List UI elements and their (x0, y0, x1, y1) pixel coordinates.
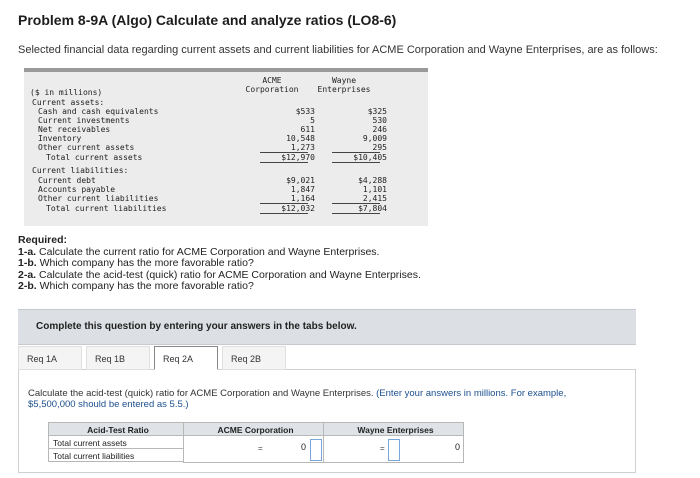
table-row-total (24, 204, 428, 213)
acme-ratio-input[interactable] (310, 439, 322, 461)
tab-req-1b[interactable]: Req 1B (86, 346, 150, 370)
table-row (24, 185, 428, 194)
row-label: Current liabilities: (32, 166, 129, 175)
required-tag: 2-a. (18, 268, 37, 281)
wayne-value: $10,405 (353, 153, 387, 162)
required-tag: 1-a. (18, 245, 37, 258)
required-section (18, 235, 421, 293)
acme-value: 1,847 (290, 185, 315, 194)
row-label: Current debt (38, 176, 96, 185)
table-header-band (24, 68, 428, 72)
wayne-ratio-input[interactable] (388, 439, 400, 461)
financial-data-table (24, 68, 428, 226)
prompt-text: Calculate the acid-test (quick) ratio for ACME Corporation and Wayne Enterprises. (28, 388, 374, 399)
wayne-header-line1: Wayne (331, 76, 357, 85)
prompt-note: (Enter your answers in millions. For example, $5,500,000 should be entered as 5.5.) (28, 388, 567, 410)
row-label: Inventory (38, 134, 82, 143)
wayne-value: $325 (367, 107, 387, 116)
row-label: Net receivables (38, 125, 111, 134)
row-label: Accounts payable (38, 185, 116, 194)
tab-req-2a[interactable]: Req 2A (154, 346, 218, 370)
required-item (18, 281, 421, 293)
tab-req-2b[interactable]: Req 2B (222, 346, 286, 370)
acme-header-line1: ACME (262, 76, 282, 85)
acme-value: 1,164 (290, 194, 315, 203)
acme-value: 10,548 (286, 134, 315, 143)
row-label: Total current liabilities (46, 204, 167, 213)
table-row (24, 194, 428, 203)
required-text: Which company has the more favorable ratio? (39, 257, 254, 269)
required-text: Calculate the acid-test (quick) ratio for ACME Corporation and Wayne Enterprises. (39, 268, 421, 281)
row-label: Other current assets (38, 143, 135, 152)
table-row (24, 107, 428, 116)
acme-header: ACME Corporation (183, 422, 324, 436)
wayne-column-header (312, 76, 376, 94)
wayne-value: 2,415 (362, 194, 387, 203)
required-text: Calculate the current ratio for ACME Corporation and Wayne Enterprises. (39, 245, 380, 258)
acme-column-header (240, 76, 304, 94)
wayne-value: 1,101 (362, 185, 387, 194)
table-row-total (24, 153, 428, 162)
wayne-ratio-cell (323, 435, 464, 463)
instruction-bar (18, 309, 636, 345)
wayne-header-line2: Enterprises (317, 85, 371, 94)
required-text: Which company has the more favorable ratio? (39, 280, 254, 292)
table-row (24, 134, 428, 143)
acme-value: 611 (300, 125, 315, 134)
equals-sign: = (380, 444, 385, 453)
wayne-value: 9,009 (362, 134, 387, 143)
table-row (24, 143, 428, 152)
row-label: Current investments (38, 116, 130, 125)
acme-value: $12,970 (281, 153, 315, 162)
row-label: Cash and cash equivalents (38, 107, 159, 116)
table-row (24, 125, 428, 134)
table-row (24, 116, 428, 125)
wayne-result-value: 0 (454, 442, 460, 452)
acme-result-value: 0 (300, 442, 306, 452)
problem-title: Problem 8-9A (Algo) Calculate and analyze ratios (LO8-6) (18, 12, 397, 28)
total-current-liabilities-label: Total current liabilities (48, 448, 184, 462)
wayne-value: 530 (372, 116, 387, 125)
intro-text: Selected financial data regarding current assets and current liabilities for ACME Corporation and Wayne Enterprises, are as follows: (18, 44, 658, 56)
table-row (24, 166, 428, 175)
answer-header-label: Acid-Test Ratio (48, 422, 184, 436)
acme-value: 5 (310, 116, 315, 125)
acme-header-line2: Corporation (245, 85, 299, 94)
unit-label: ($ in millions) (30, 88, 103, 97)
row-label: Other current liabilities (38, 194, 159, 203)
acme-ratio-cell (183, 435, 324, 463)
wayne-value: $7,804 (358, 204, 387, 213)
wayne-header: Wayne Enterprises (323, 422, 464, 436)
row-label: Current assets: (32, 98, 105, 107)
table-row (24, 176, 428, 185)
acme-value: $9,021 (286, 176, 315, 185)
total-current-assets-label: Total current assets (48, 435, 184, 449)
wayne-value: $4,288 (358, 176, 387, 185)
tab-req-1a[interactable]: Req 1A (18, 346, 82, 370)
wayne-value: 246 (372, 125, 387, 134)
acme-value: 1,273 (290, 143, 315, 152)
required-heading: Required: (18, 234, 68, 246)
required-tag: 1-b. (18, 257, 37, 269)
requirement-tabs (18, 346, 636, 370)
total-rule (260, 213, 308, 214)
row-label: Total current assets (46, 153, 143, 162)
wayne-value: 295 (372, 143, 387, 152)
equals-sign: = (258, 444, 263, 453)
acme-value: $533 (295, 107, 315, 116)
table-row (24, 98, 428, 107)
total-rule (332, 213, 380, 214)
instruction-text: Complete this question by entering your answers in the tabs below. (36, 321, 357, 332)
required-tag: 2-b. (18, 280, 37, 292)
total-rule (332, 162, 380, 163)
total-rule (260, 162, 308, 163)
question-prompt (28, 388, 588, 410)
acme-value: $12,032 (281, 204, 315, 213)
